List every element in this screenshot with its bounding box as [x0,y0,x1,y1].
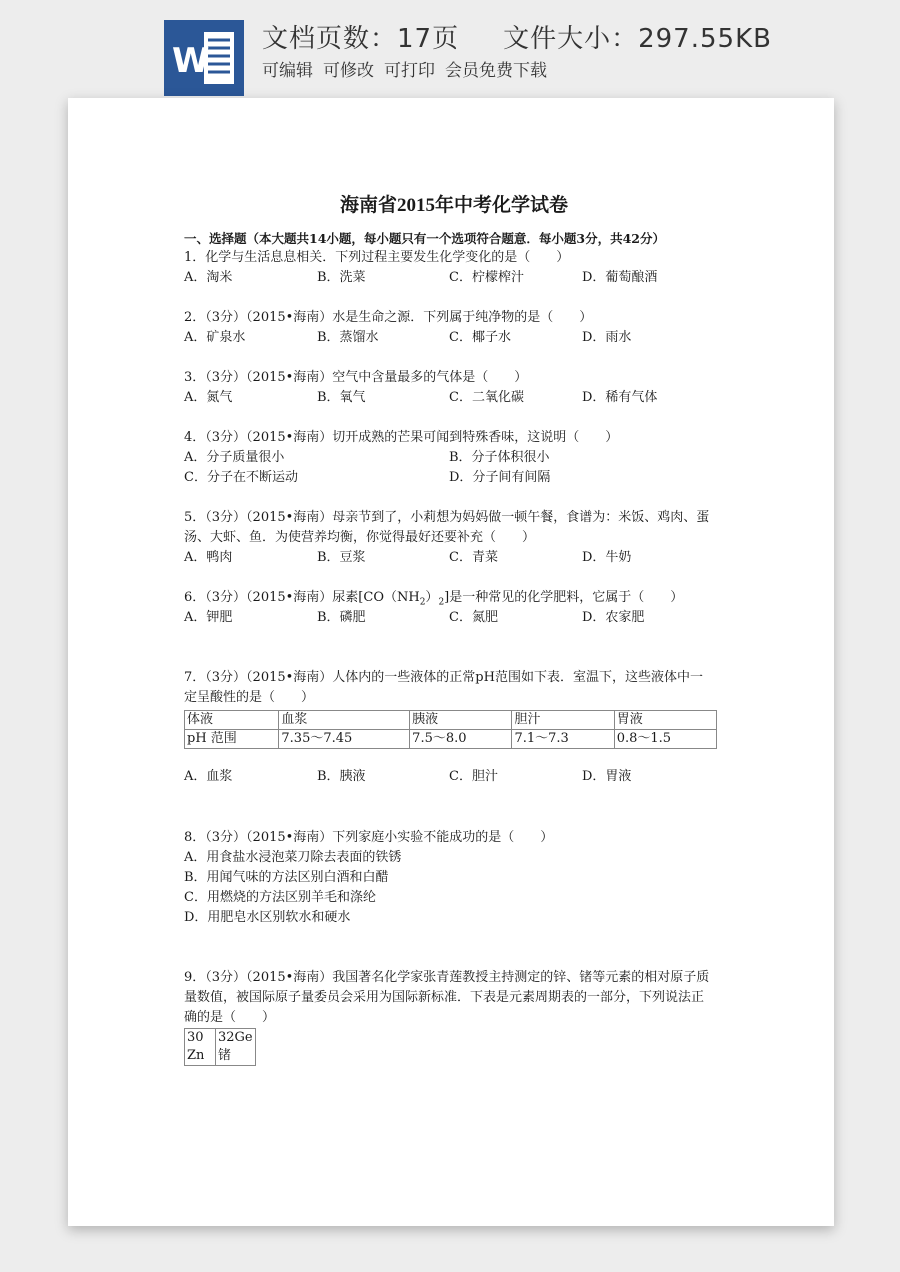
feature-list [262,56,557,81]
atomic-number: 30 [187,1030,204,1045]
question-8 [184,828,719,928]
question-stem: 1．化学与生活息息相关．下列过程主要发生化学变化的是（ ） [184,250,570,265]
option-a: A．鸭肉 [184,550,233,565]
option-a: A．钾肥 [184,610,233,625]
options [184,448,719,468]
option-c: C．用燃烧的方法区别羊毛和涤纶 [184,890,376,905]
table-row [185,1029,256,1066]
question-7 [184,668,719,787]
question-1 [184,248,719,288]
file-size: 文件大小：297.55KB [503,24,772,54]
option-c: C．二氧化碳 [449,390,524,405]
option-b: B．蒸馏水 [317,330,379,345]
feature-member-download: 会员免费下载 [445,61,547,81]
options [184,328,719,348]
table-cell: 胃液 [614,711,716,730]
option-d: D．葡萄酿酒 [582,270,658,285]
feature-editable: 可编辑 [262,61,313,81]
word-doc-icon [164,20,244,96]
option-b: B．用闻气味的方法区别白酒和白醋 [184,870,389,885]
table-cell: 血浆 [279,711,410,730]
question-stem: 4．（3分）（2015•海南）切开成熟的芒果可闻到特殊香味，这说明（ ） [184,430,619,445]
options [184,608,719,628]
option-a: A．分子质量很小 [184,450,285,465]
option-d: D．雨水 [582,330,632,345]
option-a: A．血浆 [184,769,233,784]
element-cell [185,1029,216,1066]
option-c: C．氮肥 [449,610,498,625]
table-cell: 0.8～1.5 [614,730,716,749]
table-cell: 7.5～8.0 [410,730,512,749]
page-count: 文档页数：17页 [262,24,460,54]
periodic-table-fragment [184,1028,256,1066]
feature-modifiable: 可修改 [323,61,374,81]
option-d: D．胃液 [582,769,632,784]
question-stem: 5．（3分）（2015•海南）母亲节到了，小莉想为妈妈做一顿午餐，食谱为：米饭、鸡肉、蛋 [184,510,710,525]
option-b: B．胰液 [317,769,366,784]
option-c: C．分子在不断运动 [184,470,298,485]
question-4 [184,428,719,488]
question-stem-cont: 确的是（ ） [184,1010,276,1025]
question-3 [184,368,719,408]
options [184,767,719,787]
question-stem: 8．（3分）（2015•海南）下列家庭小实验不能成功的是（ ） [184,830,554,845]
options [184,388,719,408]
question-stem: 6．（3分）（2015•海南）尿素$[CO(NH_2)_2]$是一种常见的化学肥料，它属于（ ） [184,590,684,608]
element-cell [216,1029,256,1066]
table-cell: pH 范围 [185,730,279,749]
table-cell: 胰液 [410,711,512,730]
table-row [185,730,717,749]
document-page [68,98,834,1226]
question-6 [184,588,719,628]
option-b: B．洗菜 [317,270,366,285]
options [184,468,719,488]
table-cell: 体液 [185,711,279,730]
option-a: A．氮气 [184,390,233,405]
option-d: D．用肥皂水区别软水和硬水 [184,910,351,925]
question-stem: 7．（3分）（2015•海南）人体内的一些液体的正常pH范围如下表．室温下，这些液体中一 [184,670,703,685]
section-heading: 一、选择题（本大题共14小题，每小题只有一个选项符合题意．每小题3分，共42分） [184,231,665,246]
option-d: D．农家肥 [582,610,645,625]
doc-stats [262,18,782,55]
question-stem: 3．（3分）（2015•海南）空气中含量最多的气体是（ ） [184,370,528,385]
options [184,548,719,568]
question-stem-cont: 汤、大虾、鱼．为使营养均衡，你觉得最好还要补充（ ） [184,530,536,545]
option-a: A．淘米 [184,270,233,285]
option-b: B．豆浆 [317,550,366,565]
option-c: C．青菜 [449,550,498,565]
option-a: A．矿泉水 [184,330,246,345]
atomic-number: 32Ge [218,1030,253,1045]
options [184,268,719,288]
question-2 [184,308,719,348]
table-row [185,711,717,730]
option-c: C．柠檬榨汁 [449,270,524,285]
option-d: D．牛奶 [582,550,632,565]
option-d: D．稀有气体 [582,390,658,405]
option-a: A．用食盐水浸泡菜刀除去表面的铁锈 [184,850,402,865]
question-stem-cont: 定呈酸性的是（ ） [184,690,315,705]
table-cell: 7.1～7.3 [512,730,614,749]
question-stem: 9．（3分）（2015•海南）我国著名化学家张青莲教授主持测定的锌、锗等元素的相对原子质 [184,970,710,985]
question-stem-cont: 量数值，被国际原子量委员会采用为国际新标准．下表是元素周期表的一部分，下列说法正 [184,990,705,1005]
option-b: B．磷肥 [317,610,366,625]
option-d: D．分子间有间隔 [449,470,551,485]
table-cell: 7.35～7.45 [279,730,410,749]
element-name: 锗 [218,1048,232,1063]
question-9 [184,968,719,1066]
option-c: C．椰子水 [449,330,511,345]
question-5 [184,508,719,568]
option-b: B．氧气 [317,390,366,405]
option-b: B．分子体积很小 [449,450,550,465]
table-cell: 胆汁 [512,711,614,730]
exam-title: 海南省2015年中考化学试卷 [339,195,568,216]
svg-text:W: W [172,41,210,81]
question-stem: 2．（3分）（2015•海南）水是生命之源．下列属于纯净物的是（ ） [184,310,593,325]
download-banner [0,0,900,100]
feature-printable: 可打印 [384,61,435,81]
element-symbol: Zn [187,1048,205,1063]
option-c: C．胆汁 [449,769,498,784]
ph-table [184,710,717,749]
